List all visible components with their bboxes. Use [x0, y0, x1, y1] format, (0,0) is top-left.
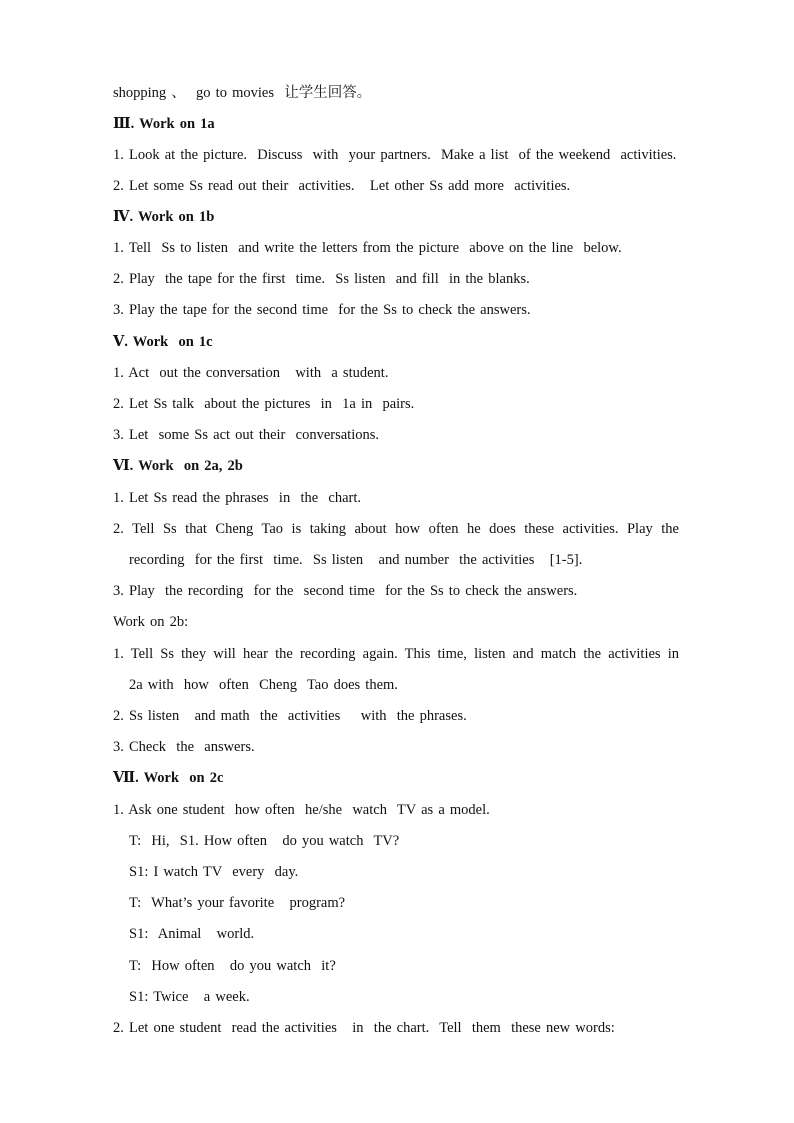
section-6-sub-item-3: 3. Check the answers. [113, 739, 255, 755]
section-3-item-1: 1. Look at the picture. Discuss with your partners. Make a list of the weekend activities. [113, 147, 677, 163]
section-6-sub-item-1-line-2: 2a with how often Cheng Tao does them. [129, 677, 398, 693]
section-5-item-2: 2. Let Ss talk about the pictures in 1a in pairs. [113, 396, 415, 412]
section-4-item-2: 2. Play the tape for the first time. Ss listen and fill in the blanks. [113, 271, 530, 287]
section-6-heading: Ⅵ. Work on 2a, 2b [113, 458, 243, 474]
section-4-item-1: 1. Tell Ss to listen and write the letters from the picture above on the line below. [113, 240, 622, 256]
section-4-item-3: 3. Play the tape for the second time for the Ss to check the answers. [113, 302, 531, 318]
section-3-item-2: 2. Let some Ss read out their activities. Let other Ss add more activities. [113, 178, 571, 194]
dialogue-line: T: Hi, S1. How often do you watch TV? [129, 833, 400, 849]
dialogue-line: T: What’s your favorite program? [129, 895, 346, 911]
intro-line: shopping 、 go to movies 让学生回答。 [113, 85, 372, 101]
section-6-item-2-line-2: recording for the first time. Ss listen and number the activities [1-5]. [129, 552, 583, 568]
dialogue-line: T: How often do you watch it? [129, 958, 336, 974]
section-6-item-2-line-1: 2. Tell Ss that Cheng Tao is taking about how often he does these activities. Play the [113, 521, 679, 537]
section-7-item-2: 2. Let one student read the activities in the chart. Tell them these new words: [113, 1020, 615, 1036]
section-7-item-1: 1. Ask one student how often he/she watch TV as a model. [113, 802, 490, 818]
section-5-item-3: 3. Let some Ss act out their conversations. [113, 427, 379, 443]
section-6-item-1: 1. Let Ss read the phrases in the chart. [113, 490, 362, 506]
section-6-sub-item-2: 2. Ss listen and math the activities with the phrases. [113, 708, 467, 724]
dialogue-line: S1: Animal world. [129, 926, 255, 942]
section-5-item-1: 1. Act out the conversation with a student. [113, 365, 389, 381]
section-6-subheading: Work on 2b: [113, 614, 189, 630]
section-7-heading: Ⅶ. Work on 2c [113, 770, 224, 786]
section-6-item-3: 3. Play the recording for the second time for the Ss to check the answers. [113, 583, 578, 599]
section-4-heading: Ⅳ. Work on 1b [113, 209, 215, 225]
dialogue-line: S1: Twice a week. [129, 989, 250, 1005]
section-3-heading: Ⅲ. Work on 1a [113, 116, 215, 132]
section-6-sub-item-1-line-1: 1. Tell Ss they will hear the recording again. This time, listen and match the activities in [113, 646, 679, 662]
section-5-heading: Ⅴ. Work on 1c [113, 334, 213, 350]
dialogue-line: S1: I watch TV every day. [129, 864, 299, 880]
